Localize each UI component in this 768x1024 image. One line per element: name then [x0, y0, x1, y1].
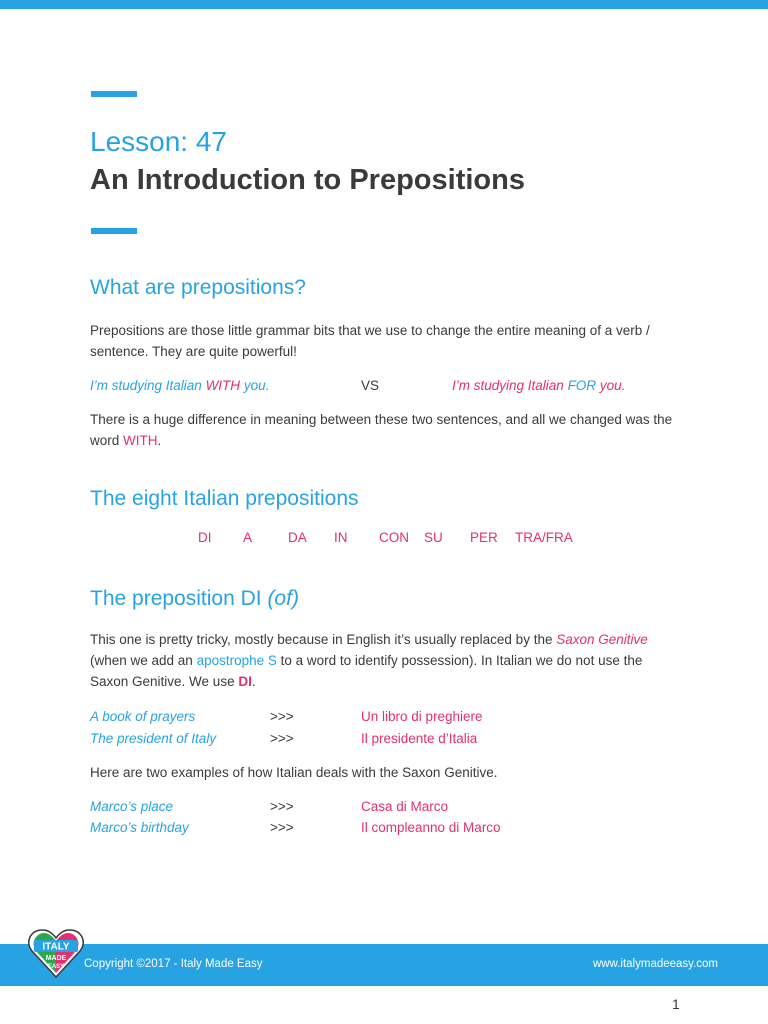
logo-text-italy: ITALY	[42, 941, 70, 953]
saxon-paragraph: Here are two examples of how Italian deals with the Saxon Genitive.	[90, 765, 498, 780]
preposition-item: TRA/FRA	[515, 530, 573, 545]
heading-what-are-prepositions: What are prepositions?	[90, 276, 306, 299]
page-number: 1	[672, 996, 680, 1012]
top-accent-bar	[0, 0, 768, 9]
accent-dash-top	[91, 91, 137, 97]
example-for	[452, 375, 625, 396]
example-with	[90, 375, 269, 396]
preposition-item: A	[243, 530, 253, 545]
lesson-number: Lesson: 47	[90, 126, 227, 157]
example-arrow: >>>	[270, 709, 294, 724]
heading-preposition-di	[90, 587, 299, 611]
example-for-end: you.	[596, 378, 626, 393]
preposition-item: IN	[334, 530, 348, 545]
preposition-item: DA	[288, 530, 307, 545]
example-english: The president of Italy	[90, 731, 217, 746]
difference-keyword: WITH	[123, 433, 158, 448]
example-with-text: I’m studying Italian	[90, 378, 206, 393]
di-keyword: DI	[238, 674, 252, 689]
saxon-genitive-term: Saxon Genitive	[556, 632, 648, 647]
di-text-1: This one is pretty tricky, mostly because in English it’s usually replaced by the	[90, 632, 557, 647]
di-text-2: (when we add an	[90, 653, 197, 668]
di-paragraph	[90, 629, 680, 692]
example-arrow: >>>	[270, 799, 294, 814]
example-italian: Il presidente d’Italia	[361, 731, 478, 746]
italy-made-easy-logo	[28, 927, 84, 979]
example-for-keyword: FOR	[567, 378, 597, 393]
logo-text-made: MADE	[45, 955, 67, 962]
heading-di-translation: (of)	[267, 587, 299, 610]
difference-text: There is a huge difference in meaning between these two sentences, and all we changed was the word	[90, 412, 673, 448]
intro-paragraph: Prepositions are those little grammar bits that we use to change the entire meaning of a verb / sentence. They are quite powerful!	[90, 323, 650, 359]
apostrophe-s-term: apostrophe S	[196, 653, 277, 668]
footer-website-link[interactable]: www.italymadeeasy.com	[592, 958, 718, 970]
versus-label: VS	[361, 378, 380, 393]
footer-copyright: Copyright ©2017 - Italy Made Easy	[84, 958, 263, 970]
page-title: An Introduction to Prepositions	[90, 164, 525, 196]
di-text-3: to a word to identify possession). In Italian we do not use the Saxon Genitive. We use	[90, 653, 643, 689]
example-italian: Casa di Marco	[361, 799, 449, 814]
di-text-4: .	[251, 674, 256, 689]
example-arrow: >>>	[270, 731, 294, 746]
example-arrow: >>>	[270, 820, 294, 835]
accent-dash-bottom	[91, 228, 137, 234]
logo-text-easy: EASY	[47, 964, 65, 970]
example-with-keyword: WITH	[205, 378, 241, 393]
example-with-end: you.	[240, 378, 270, 393]
heading-eight-prepositions: The eight Italian prepositions	[90, 487, 359, 510]
preposition-item: CON	[379, 530, 409, 545]
example-for-text: I’m studying Italian	[452, 378, 568, 393]
preposition-item: PER	[470, 530, 498, 545]
heading-di-text: The preposition DI	[90, 587, 268, 610]
difference-paragraph	[90, 409, 680, 451]
example-english: A book of prayers	[90, 709, 196, 724]
example-italian: Il compleanno di Marco	[361, 820, 501, 835]
preposition-item: SU	[424, 530, 443, 545]
preposition-item: DI	[198, 530, 212, 545]
difference-end: .	[157, 433, 162, 448]
example-english: Marco’s place	[90, 799, 174, 814]
example-english: Marco’s birthday	[90, 820, 189, 835]
example-italian: Un libro di preghiere	[361, 709, 483, 724]
